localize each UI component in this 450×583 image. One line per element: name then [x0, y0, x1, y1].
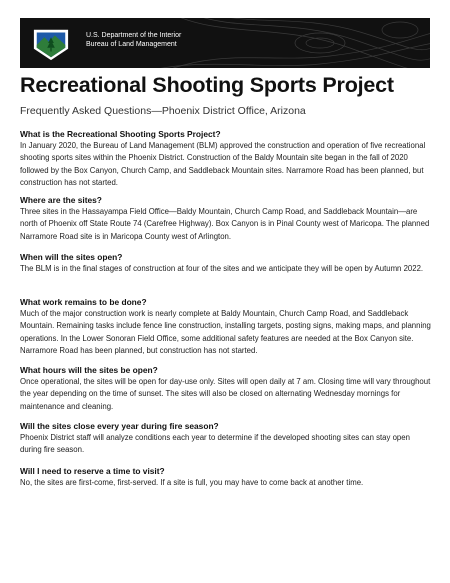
header-banner — [20, 18, 430, 68]
faq-question: When will the sites open? — [20, 252, 123, 262]
faq-item-where-sites — [20, 195, 432, 243]
blm-logo — [32, 24, 70, 62]
agency-line-1: U.S. Department of the Interior — [86, 32, 182, 39]
faq-answer: No, the sites are first-come, first-served. If a site is full, you may have to come back at another time. — [20, 478, 364, 487]
faq-answer: Once operational, the sites will be open for day-use only. Sites will open daily at 7 am. Closing time will vary throughout the year depending on the time of sunset. The sites will also be closed on alternating Wednesday mornings for maintenance and cleaning. — [20, 377, 431, 411]
faq-question: Will I need to reserve a time to visit? — [20, 466, 165, 476]
faq-question: What is the Recreational Shooting Sports Project? — [20, 129, 221, 139]
faq-answer: Phoenix District staff will analyze conditions each year to determine if the developed shooting sites can stay open during fire season. — [20, 433, 410, 455]
faq-item-what-is-project — [20, 129, 432, 190]
faq-item-reserve — [20, 466, 432, 489]
page-subtitle: Frequently Asked Questions—Phoenix District Office, Arizona — [20, 105, 306, 117]
faq-answer: In January 2020, the Bureau of Land Management (BLM) approved the construction and operation of five recreational shooting sports sites within the Phoenix District. Construction of the Baldy Mountain site began in the fall of 2020 followed by the Box Canyon, Church Camp, and Saddleback Mountain sites. Narramore Road has been planned, but construction has not started. — [20, 141, 426, 188]
faq-item-work-remains — [20, 297, 432, 358]
faq-question: What hours will the sites be open? — [20, 365, 158, 375]
faq-question: What work remains to be done? — [20, 297, 147, 307]
page-title: Recreational Shooting Sports Project — [20, 73, 394, 97]
faq-answer: The BLM is in the final stages of construction at four of the sites and we anticipate they will be open by Autumn 2022. — [20, 264, 424, 273]
faq-item-fire-season — [20, 421, 432, 457]
faq-item-when-open — [20, 252, 432, 275]
faq-question: Will the sites close every year during fire season? — [20, 421, 219, 431]
topographic-pattern — [20, 18, 430, 68]
faq-answer: Much of the major construction work is nearly complete at Baldy Mountain, Church Camp Road, and Saddleback Mountain. Remaining tasks include fence line construction, installing targets, posting signs, making maps, and planning operations. In the Lower Sonoran Field Office, some additional safety features are needed at the Box Canyon site. Narramore Road has been planned, but construction has not started. — [20, 309, 431, 356]
faq-answer: Three sites in the Hassayampa Field Office—Baldy Mountain, Church Camp Road, and Saddleback Mountain—are north of Phoenix off State Route 74 (Carefree Highway). Box Canyon is in Pinal County west of Maricopa. The planned Narramore Road site is in Maricopa County west of Arlington. — [20, 207, 430, 241]
faq-question: Where are the sites? — [20, 195, 102, 205]
faq-item-hours — [20, 365, 432, 413]
agency-line-2: Bureau of Land Management — [86, 41, 177, 48]
